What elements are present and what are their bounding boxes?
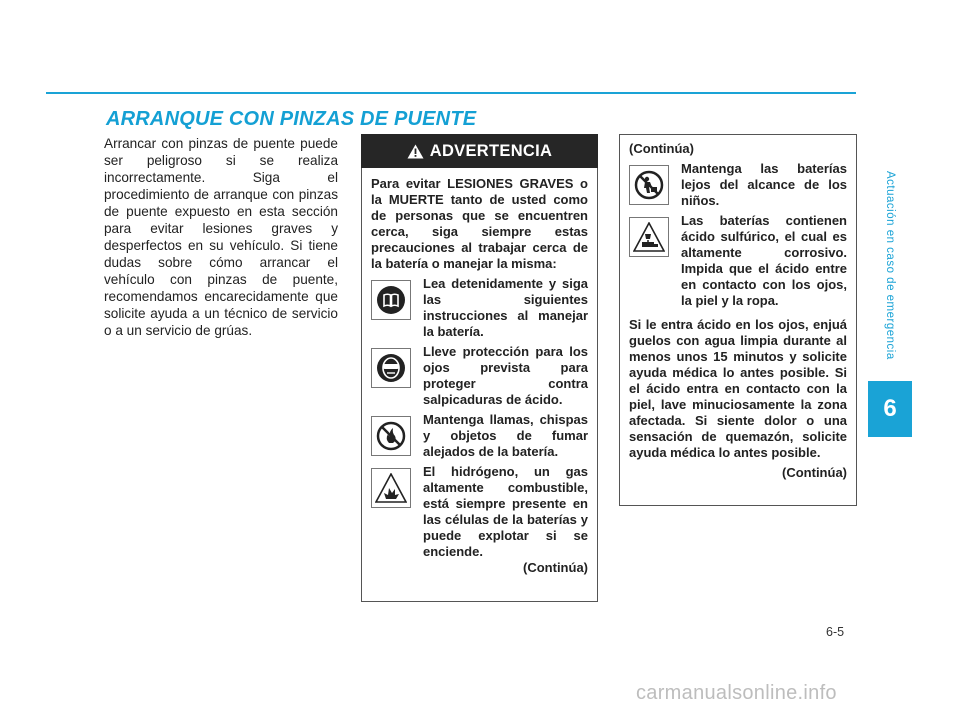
warning-item	[371, 276, 588, 340]
warning-item-text: Lea detenidamente y siga las siguientes instrucciones al manejar la batería.	[423, 276, 588, 339]
section-title: ARRANQUE CON PINZAS DE PUENTE	[106, 108, 477, 130]
warning-item	[371, 344, 588, 408]
continued-top-label: (Continúa)	[629, 141, 694, 156]
warning-box	[361, 134, 598, 602]
corrosive-acid-icon	[629, 217, 669, 257]
page-number: 6-5	[826, 625, 845, 639]
warning-triangle-icon	[407, 144, 424, 159]
warning-item	[629, 161, 847, 209]
warning-lead: Para evitar LESIONES GRAVES o la MUERTE tanto de usted como de personas que se encuentren cerca, siga siempre estas precauciones al trabajar cerca de la batería o manejar la misma:	[371, 176, 588, 271]
acid-instructions: Si le entra ácido en los ojos, enjuá guelos con agua limpia durante al menos unos 15 minutos y solicite ayuda médica lo antes posible. Si el ácido entra en contacto con la piel, lave minuciosamente la zona afectada. Si siente dolor o una sensación de quemazón, solicite ayuda médica lo antes posible.	[629, 317, 847, 460]
continued-label: (Continúa)	[782, 465, 847, 480]
warning-item-text: El hidrógeno, un gas altamente combustible, está siempre presente en las células de la baterías y puede explotar si se enciende.	[423, 464, 588, 559]
warning-item-text: Las baterías contienen ácido sulfúrico, el cual es altamente corrosivo. Impida que el ácido entre en contacto con los ojos, la piel y la ropa.	[681, 213, 847, 308]
continued-label: (Continúa)	[523, 560, 588, 575]
continuation-box	[619, 134, 857, 506]
warning-item	[371, 464, 588, 560]
warning-item-text: Mantenga llamas, chispas y objetos de fumar alejados de la batería.	[423, 412, 588, 459]
warning-item	[371, 412, 588, 460]
top-rule	[46, 92, 856, 94]
no-flame-icon	[371, 416, 411, 456]
intro-paragraph: Arrancar con pinzas de puente puede ser peligroso si se realiza incorrectamente. Siga el procedimiento de arranque con pinzas de puente expuesto en esta sección para evitar lesiones graves y desperfectos en su vehículo. Si tiene dudas sobre cómo arrancar el vehículo con pinzas de puente, recomendamos encarecidamente que solicite ayuda a un técnico de servicio o a un servicio de grúas.	[104, 136, 338, 338]
warning-header-label: ADVERTENCIA	[429, 141, 553, 160]
warning-item-text: Lleve protección para los ojos prevista para proteger contra salpicaduras de ácido.	[423, 344, 588, 407]
warning-header	[361, 134, 598, 168]
book-icon	[371, 280, 411, 320]
keep-away-children-icon	[629, 165, 669, 205]
watermark: carmanualsonline.info	[636, 682, 837, 704]
explosion-icon	[371, 468, 411, 508]
warning-item	[629, 213, 847, 309]
warning-item-text: Mantenga las baterías lejos del alcance de los niños.	[681, 161, 847, 208]
eye-protection-icon	[371, 348, 411, 388]
chapter-title-vertical: Actuación en caso de emergencia	[884, 170, 896, 360]
chapter-number-tab: 6	[868, 381, 912, 437]
